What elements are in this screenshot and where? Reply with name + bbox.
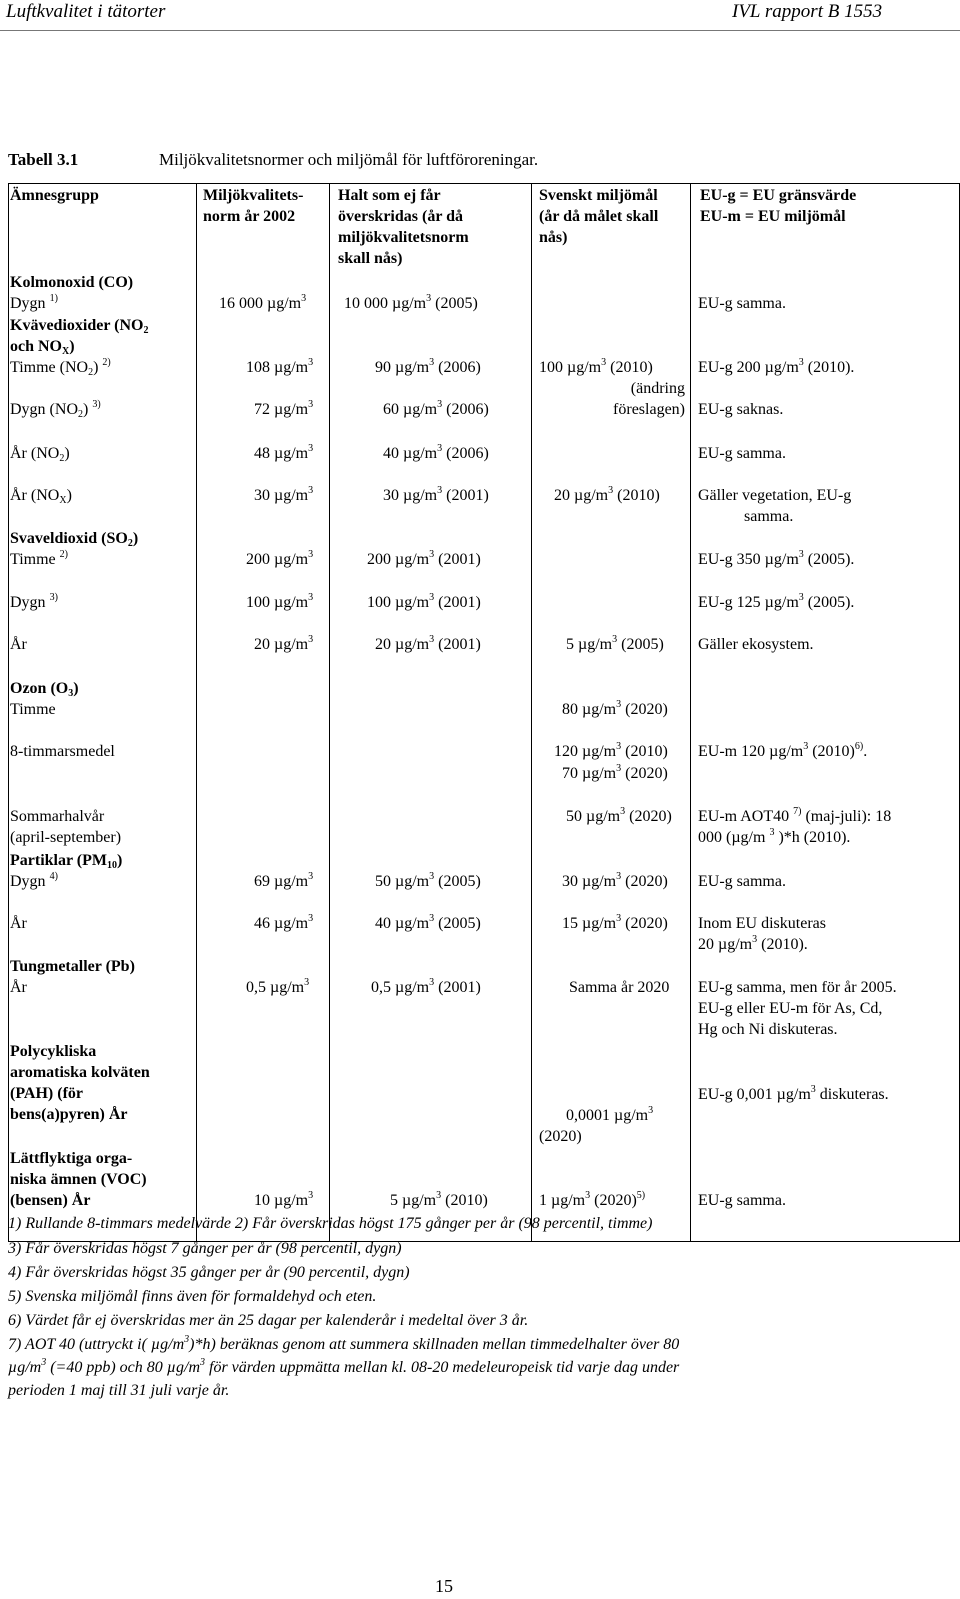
limit-value: 20 $\mu g/m^3$ (2001) xyxy=(375,634,481,653)
header-rule xyxy=(0,30,960,31)
eu-value: Gäller vegetation, EU-g samma. xyxy=(698,487,852,525)
column-divider xyxy=(531,183,532,1242)
eu-value: EU-g 0,001 $\mu g/m^3$ diskuteras. xyxy=(698,1084,889,1103)
eu-value: EU-g 350 $\mu g/m^3$ (2005). xyxy=(698,549,855,568)
footnote-4: 4) Får överskridas högst 35 gånger per år (90 percentil, dygn) xyxy=(8,1264,410,1281)
goal-note: (ändring föreslagen) xyxy=(613,380,685,418)
norm-value: 30 $\mu g/m^3$ xyxy=(254,485,314,504)
goal-value: 5 $\mu g/m^3$ (2005) xyxy=(566,634,664,653)
footnote-1-2: 1) Rullande 8-timmars medelvärde 2) Får överskridas högst 175 gånger per år (98 percentil, timme) xyxy=(8,1215,653,1232)
group-o3: Ozon $(O_3)$ xyxy=(10,680,79,699)
page-number: 15 xyxy=(435,1576,453,1596)
limit-value: 60 $\mu g/m^3$ (2006) xyxy=(383,399,489,418)
eu-value: EU-g samma. xyxy=(698,445,786,462)
row-label: Timme $(NO_2)$ $^{2)}$ xyxy=(10,357,111,378)
footnote-7-end: perioden 1 maj till 31 juli varje år. xyxy=(8,1382,230,1399)
group-co: Kolmonoxid (CO) xyxy=(10,274,134,291)
footnote-7: 7) AOT 40 (uttryckt i( $\mu g/m^3)*h$) beräknas genom att summera skillnaden mellan timmedelhalter över 80 xyxy=(8,1334,680,1353)
row-label: Dygn $(NO_2)$ $^{3)}$ xyxy=(10,399,101,420)
col-header-norm: Miljökvalitets- norm år 2002 xyxy=(203,187,304,225)
goal-value: 15 $\mu g/m^3$ (2020) xyxy=(562,913,668,932)
row-label: Sommarhalvår (april-september) xyxy=(10,808,122,846)
goal-value: 50 $\mu g/m^3$ (2020) xyxy=(566,806,672,825)
group-pb: Tungmetaller (Pb) xyxy=(10,958,135,975)
row-label: Dygn $^{3)}$ xyxy=(10,592,58,611)
eu-value: Inom EU diskuteras 20 $\mu g/m^3$ (2010). xyxy=(698,915,826,953)
table-label: Tabell 3.1 xyxy=(8,150,79,169)
column-divider xyxy=(196,183,197,1242)
footnote-3: 3) Får överskridas högst 7 gånger per år (98 percentil, dygn) xyxy=(8,1240,402,1257)
norm-value: 108 $\mu g/m^3$ xyxy=(246,357,314,376)
group-no2: Kvävedioxider ($NO_2$ och $NO_X$) xyxy=(10,317,149,357)
group-so2: Svaveldioxid $(SO_2)$ xyxy=(10,530,139,549)
limit-value: 0,5 $\mu g/m^3$ (2001) xyxy=(371,977,481,996)
goal-value: 120 $\mu g/m^3$ (2010) xyxy=(554,741,668,760)
report-title-header: Luftkvalitet i tätorter xyxy=(6,1,166,22)
limit-value: 30 $\mu g/m^3$ (2001) xyxy=(383,485,489,504)
norm-value: 200 $\mu g/m^3$ xyxy=(246,549,314,568)
col-header-limit: Halt som ej får överskridas (år då miljökvalitetsnorm skall nås) xyxy=(338,187,469,267)
col-header-eu: EU-g = EU gränsvärde EU-m = EU miljömål xyxy=(700,187,857,225)
norm-value: 16 000 $\mu g/m^3$ xyxy=(219,293,307,312)
eu-value: EU-g samma. xyxy=(698,295,786,312)
norm-value: 69 $\mu g/m^3$ xyxy=(254,871,314,890)
norm-value: 72 $\mu g/m^3$ xyxy=(254,399,314,418)
goal-value: (2020) xyxy=(539,1128,582,1145)
column-divider xyxy=(690,183,691,1242)
norm-value: 20 $\mu g/m^3$ xyxy=(254,634,314,653)
limit-value: 100 $\mu g/m^3$ (2001) xyxy=(367,592,481,611)
table-title: Miljökvalitetsnormer och miljömål för luftföroreningar. xyxy=(159,150,539,169)
eu-value: EU-g samma, men för år 2005. EU-g eller EU-m för As, Cd, Hg och Ni diskuteras. xyxy=(698,979,897,1038)
limit-value: 200 $\mu g/m^3$ (2001) xyxy=(367,549,481,568)
goal-value: 1 $\mu g/m^3$ $(2020)^{5)}$ xyxy=(539,1190,646,1209)
footnote-7-cont: $\mu g/m^3$ (=40 ppb) och 80 $\mu g/m^3$ för värden uppmätta mellan kl. 08-20 medeleuropeisk tid varje dag under xyxy=(8,1357,680,1376)
limit-value: 5 $\mu g/m^3$ (2010) xyxy=(390,1190,488,1209)
limit-value: 10 000 $\mu g/m^3$ (2005) xyxy=(344,293,478,312)
limit-value: 40 $\mu g/m^3$ (2006) xyxy=(383,443,489,462)
row-label: År $(NO_X)$ xyxy=(10,487,72,506)
group-pah: Polycykliska aromatiska kolväten (PAH) (för bens(a)pyren) År xyxy=(10,1043,150,1123)
goal-value: 80 $\mu g/m^3$ (2020) xyxy=(562,699,668,718)
col-header-goal: Svenskt miljömål (år då målet skall nås) xyxy=(539,187,659,246)
row-label: År xyxy=(10,915,27,932)
norm-value: 0,5 $\mu g/m^3$ xyxy=(246,977,310,996)
row-label: Dygn $^{4)}$ xyxy=(10,871,58,890)
row-label: Timme $^{2)}$ xyxy=(10,549,68,568)
eu-value: EU-g samma. xyxy=(698,1192,786,1209)
footnote-5: 5) Svenska miljömål finns även för formaldehyd och eten. xyxy=(8,1288,377,1305)
goal-value: 0,0001 $\mu g/m^3$ xyxy=(566,1105,654,1124)
row-label: År xyxy=(10,636,27,653)
column-divider xyxy=(329,183,330,1242)
goal-value: 30 $\mu g/m^3$ (2020) xyxy=(562,871,668,890)
limit-value: 90 $\mu g/m^3$ (2006) xyxy=(375,357,481,376)
goal-value: Samma år 2020 xyxy=(569,979,670,996)
norm-value: 10 $\mu g/m^3$ xyxy=(254,1190,314,1209)
row-label: Dygn $^{1)}$ xyxy=(10,293,58,312)
limit-value: 40 $\mu g/m^3$ (2005) xyxy=(375,913,481,932)
limit-value: 50 $\mu g/m^3$ (2005) xyxy=(375,871,481,890)
norm-value: 48 $\mu g/m^3$ xyxy=(254,443,314,462)
row-label: År $(NO_2)$ xyxy=(10,445,70,464)
eu-value: EU-g samma. xyxy=(698,873,786,890)
row-label: 8-timmarsmedel xyxy=(10,743,115,760)
group-pm10: Partiklar $(PM_{10})$ xyxy=(10,852,123,871)
eu-value: EU-g saknas. xyxy=(698,401,784,418)
eu-value: EU-g 125 $\mu g/m^3$ (2005). xyxy=(698,592,855,611)
eu-value: Gäller ekosystem. xyxy=(698,636,814,653)
col-header-group: Ämnesgrupp xyxy=(10,187,99,204)
eu-value: EU-m 120 $\mu g/m^3$ $(2010)^{6)}$. xyxy=(698,741,868,760)
goal-value: 70 $\mu g/m^3$ (2020) xyxy=(562,763,668,782)
row-label: År xyxy=(10,979,27,996)
goal-value: 20 $\mu g/m^3$ (2010) xyxy=(554,485,660,504)
norm-value: 100 $\mu g/m^3$ xyxy=(246,592,314,611)
goal-value: 100 $\mu g/m^3$ (2010) xyxy=(539,357,653,376)
report-number-header: IVL rapport B 1553 xyxy=(732,1,883,22)
footnote-6: 6) Värdet får ej överskridas mer än 25 dagar per kalenderår i medeltal över 3 år. xyxy=(8,1312,529,1329)
row-label: Timme xyxy=(10,701,56,718)
eu-value: EU-g 200 $\mu g/m^3$ (2010). xyxy=(698,357,855,376)
eu-value: EU-m AOT40 $^{7)}$ (maj-juli): 18 000 (µg/m $^3$ )*h (2010). xyxy=(698,806,892,846)
group-voc: Lättflyktiga orga- niska ämnen (VOC) (bensen) År xyxy=(10,1150,147,1209)
norm-value: 46 $\mu g/m^3$ xyxy=(254,913,314,932)
